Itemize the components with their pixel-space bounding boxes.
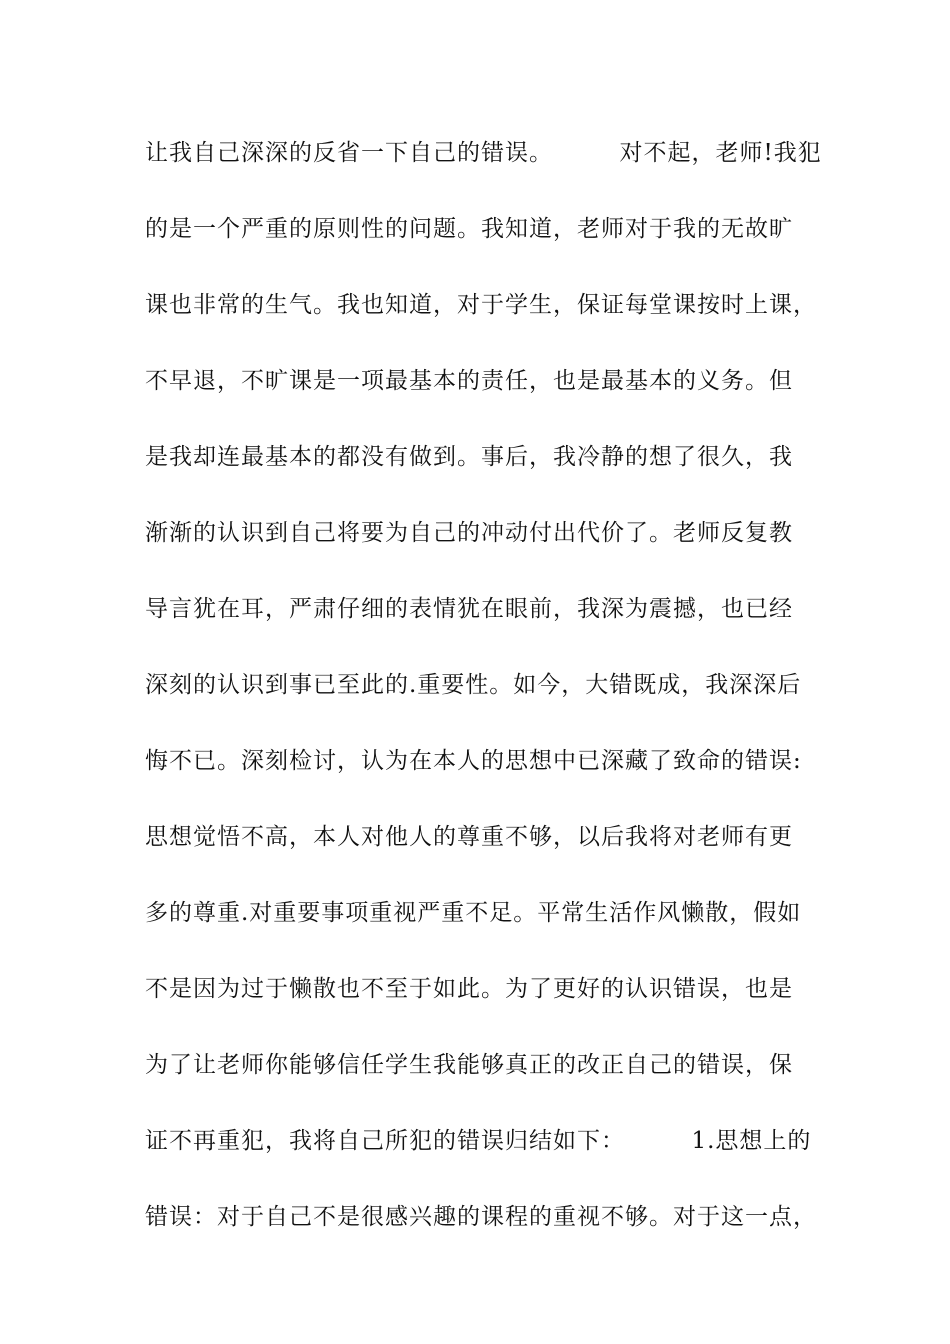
text-line-6: 渐渐的认识到自己将要为自己的冲动付出代价了。老师反复教 xyxy=(145,520,793,546)
text-line-9: 悔不已。深刻检讨，认为在本人的思想中已深藏了致命的错误: xyxy=(145,748,802,774)
text-line-2: 的是一个严重的原则性的问题。我知道，老师对于我的无故旷 xyxy=(145,216,793,242)
text-line-5: 是我却连最基本的都没有做到。事后，我冷静的想了很久，我 xyxy=(145,444,793,470)
text-line-3: 课也非常的生气。我也知道，对于学生，保证每堂课按时上课， xyxy=(145,292,817,318)
text-line-11: 多的尊重.对重要事项重视严重不足。平常生活作风懒散，假如 xyxy=(145,900,802,926)
text-line-12: 不是因为过于懒散也不至于如此。为了更好的认识错误，也是 xyxy=(145,976,793,1002)
text-line-7: 导言犹在耳，严肃仔细的表情犹在眼前，我深为震撼，也已经 xyxy=(145,596,793,622)
text-line-13: 为了让老师你能够信任学生我能够真正的改正自己的错误，保 xyxy=(145,1052,793,1078)
text-line-14: 证不再重犯，我将自己所犯的错误归结如下： 1.思想上的 xyxy=(145,1128,812,1154)
text-line-15: 错误：对于自己不是很感兴趣的课程的重视不够。对于这一点， xyxy=(145,1204,817,1230)
text-line-8: 深刻的认识到事已至此的.重要性。如今，大错既成，我深深后 xyxy=(145,672,802,698)
text-line-1: 让我自己深深的反省一下自己的错误。 对不起，老师!我犯 xyxy=(145,140,822,166)
text-line-10: 思想觉悟不高，本人对他人的尊重不够，以后我将对老师有更 xyxy=(145,824,793,850)
body-text xyxy=(145,130,825,1270)
text-line-4: 不早退，不旷课是一项最基本的责任，也是最基本的义务。但 xyxy=(145,368,793,394)
